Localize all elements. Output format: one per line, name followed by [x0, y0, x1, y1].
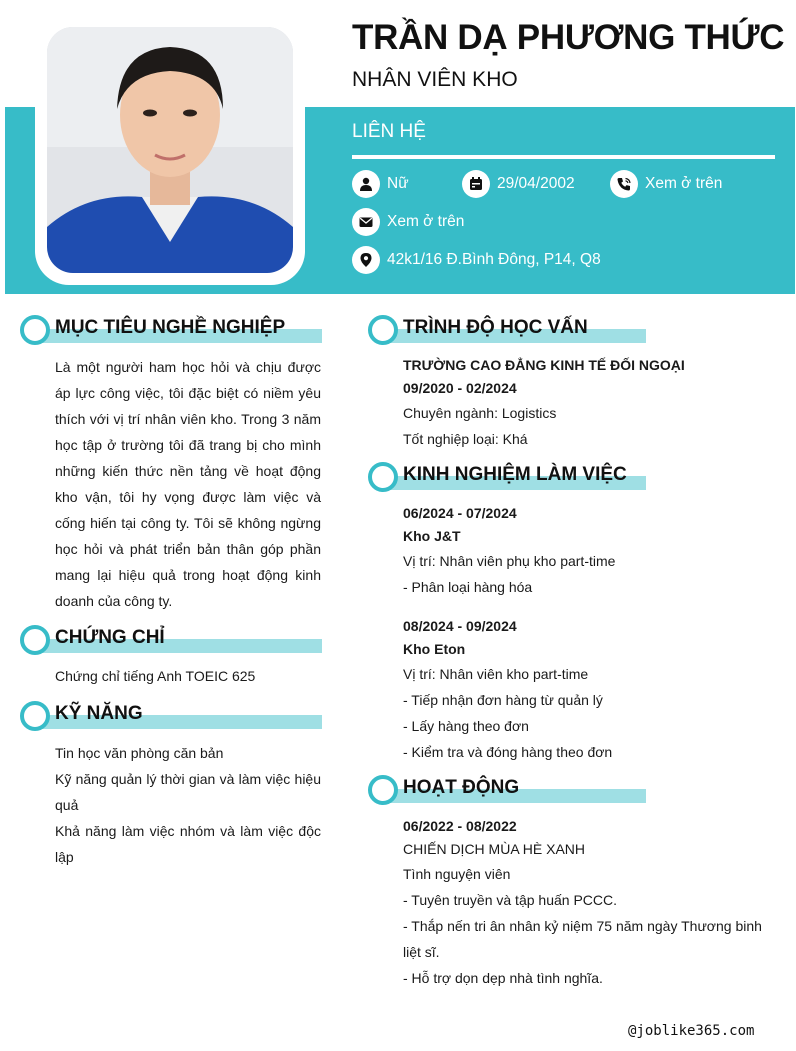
- skill-item: Khả năng làm việc nhóm và làm việc độc lập: [55, 823, 321, 865]
- location-pin-icon: [352, 246, 380, 274]
- activity-role: Tình nguyện viên: [403, 866, 511, 882]
- section-education-header: [368, 315, 648, 345]
- section-experience-header: [368, 462, 648, 492]
- address-value: 42k1/16 Đ.Bình Đông, P14, Q8: [387, 251, 601, 268]
- activity-item: - Tuyên truyền và tập huấn PCCC.: [403, 892, 617, 908]
- section-ring: [20, 701, 50, 731]
- section-certificates-header: [20, 625, 322, 655]
- section-ring: [20, 315, 50, 345]
- mail-icon: [352, 208, 380, 236]
- profile-photo: [47, 27, 293, 273]
- job-position: Vị trí: Nhân viên kho part-time: [403, 666, 589, 682]
- section-title: MỤC TIÊU NGHỀ NGHIỆP: [55, 317, 286, 338]
- section-activities-header: [368, 775, 648, 805]
- section-title: TRÌNH ĐỘ HỌC VẤN: [403, 317, 588, 338]
- certificate-item: Chứng chỉ tiếng Anh TOEIC 625: [55, 668, 256, 684]
- section-title: KỸ NĂNG: [55, 703, 143, 724]
- job-task: - Lấy hàng theo đơn: [403, 718, 529, 734]
- job-task: - Tiếp nhận đơn hàng từ quản lý: [403, 692, 603, 708]
- contact-email: [352, 208, 464, 236]
- skill-item: Tin học văn phòng căn bản: [55, 745, 224, 761]
- job-task: - Kiểm tra và đóng hàng theo đơn: [403, 744, 613, 760]
- phone-value: Xem ở trên: [645, 175, 723, 192]
- calendar-icon: [462, 170, 490, 198]
- section-objective-header: [20, 315, 322, 345]
- contact-birthday: [462, 170, 575, 198]
- email-value: Xem ở trên: [387, 213, 465, 230]
- job-task: - Phân loại hàng hóa: [403, 579, 533, 595]
- contact-divider: [352, 155, 775, 159]
- job-period: 06/2024 - 07/2024: [403, 505, 517, 521]
- skill-item: Kỹ năng quản lý thời gian và làm việc hiệu quả: [55, 771, 321, 813]
- section-title: KINH NGHIỆM LÀM VIỆC: [403, 464, 627, 485]
- contact-heading: LIÊN HỆ: [352, 121, 426, 142]
- activity-item: - Thắp nến tri ân nhân kỷ niệm 75 năm ngày Thương binh liệt sĩ.: [403, 918, 762, 960]
- section-skills-header: [20, 701, 322, 731]
- job-company: Kho Eton: [403, 641, 466, 657]
- person-icon: [352, 170, 380, 198]
- activity-period: 06/2022 - 08/2022: [403, 818, 517, 834]
- section-ring: [368, 315, 398, 345]
- activity-item: - Hỗ trợ dọn dẹp nhà tình nghĩa.: [403, 970, 603, 986]
- education-period: 09/2020 - 02/2024: [403, 380, 517, 396]
- section-ring: [368, 775, 398, 805]
- contact-gender: [352, 170, 409, 198]
- objective-text: Là một người ham học hỏi và chịu được áp lực công việc, tôi đặc biệt có niềm yêu thích với vị trí nhân viên kho. Trong 3 năm học tập ở trường tôi đã trang bị cho mình những kiến thức nền tảng về hoạt động kho vận, tôi hy vọng được làm việc và cống hiến tại công ty. Tôi sẽ không ngừng học hỏi và phát triển bản thân góp phần mang lại hiệu quả trong hoạt động kinh doanh của công ty.: [55, 359, 321, 609]
- section-title: HOẠT ĐỘNG: [403, 777, 520, 798]
- birthday-value: 29/04/2002: [497, 175, 575, 192]
- education-grade: Tốt nghiệp loại: Khá: [403, 431, 528, 447]
- contact-phone: [610, 170, 722, 198]
- gender-value: Nữ: [387, 175, 409, 192]
- education-major: Chuyên ngành: Logistics: [403, 405, 557, 421]
- section-title: CHỨNG CHỈ: [55, 627, 165, 648]
- job-position: Vị trí: Nhân viên phụ kho part-time: [403, 553, 616, 569]
- candidate-name: TRẦN DẠ PHƯƠNG THỨC: [352, 18, 785, 57]
- job-title: NHÂN VIÊN KHO: [352, 68, 518, 91]
- job-company: Kho J&T: [403, 528, 461, 544]
- section-ring: [20, 625, 50, 655]
- job-period: 08/2024 - 09/2024: [403, 618, 517, 634]
- education-school: TRƯỜNG CAO ĐẲNG KINH TẾ ĐỐI NGOẠI: [403, 357, 685, 373]
- section-ring: [368, 462, 398, 492]
- activity-campaign: CHIẾN DỊCH MÙA HÈ XANH: [403, 841, 586, 857]
- contact-address: [352, 246, 601, 274]
- watermark: @joblike365.com: [628, 1023, 755, 1039]
- phone-icon: [610, 170, 638, 198]
